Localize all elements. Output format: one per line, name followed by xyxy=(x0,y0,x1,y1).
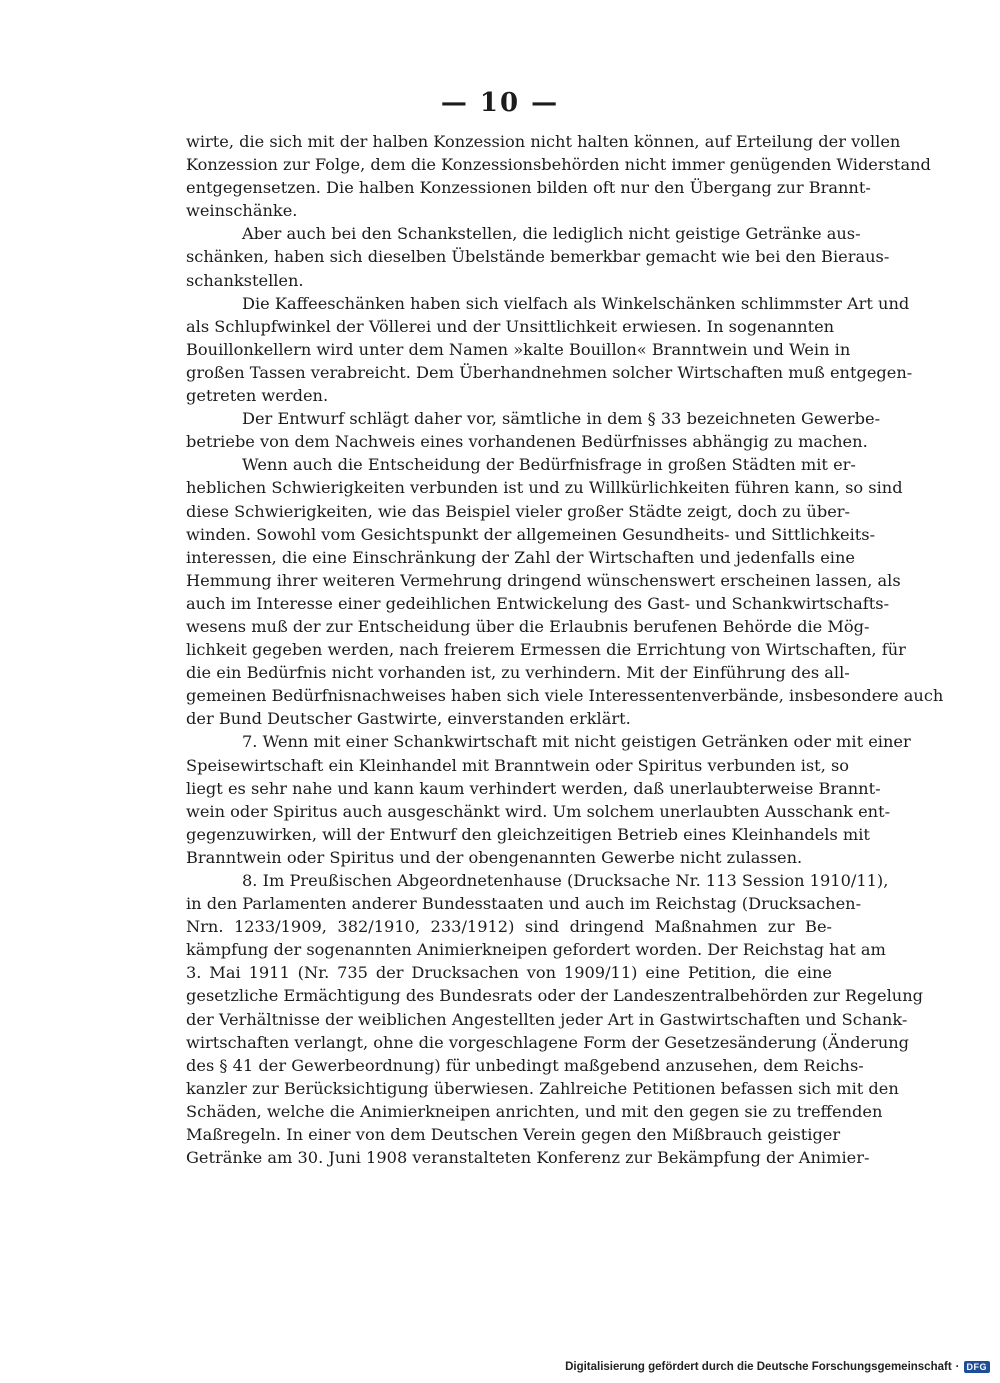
text-line: gegenzuwirken, will der Entwurf den gleichzeitigen Betrieb eines Kleinhandels mit xyxy=(186,824,870,844)
text-line: Die Kaffeeschänken haben sich vielfach als Winkelschänken schlimmster Art und xyxy=(242,293,910,313)
text-line: Speisewirtschaft ein Kleinhandel mit Branntwein oder Spiritus verbunden ist, so xyxy=(186,755,850,775)
text-line: der Bund Deutscher Gastwirte, einverstanden erklärt. xyxy=(186,709,631,729)
text-line: die ein Bedürfnis nicht vorhanden ist, zu verhindern. Mit der Einführung des all- xyxy=(186,663,850,683)
text-line: Der Entwurf schlägt daher vor, sämtliche in dem § 33 bezeichneten Gewerbe- xyxy=(242,409,881,429)
body-text xyxy=(186,130,944,1169)
text-line: Branntwein oder Spiritus und der obengenannten Gewerbe nicht zulassen. xyxy=(186,847,803,867)
text-line: diese Schwierigkeiten, wie das Beispiel vieler großer Städte zeigt, doch zu über- xyxy=(186,501,850,521)
text-line: in den Parlamenten anderer Bundesstaaten und auch im Reichstag (Drucksachen- xyxy=(186,894,862,914)
text-line: betriebe von dem Nachweis eines vorhandenen Bedürfnisses abhängig zu machen. xyxy=(186,432,868,452)
page-number: — 10 — xyxy=(440,88,560,118)
text-line: wirtschaften verlangt, ohne die vorgeschlagene Form der Gesetzesänderung (Änderung xyxy=(186,1032,910,1052)
footer-text: Digitalisierung gefördert durch die Deutsche Forschungsgemeinschaft xyxy=(565,1361,952,1373)
text-line: Schäden, welche die Animierkneipen anrichten, und mit den gegen sie zu treffenden xyxy=(186,1101,883,1121)
text-line: getreten werden. xyxy=(186,386,329,406)
text-line: auch im Interesse einer gedeihlichen Entwickelung des Gast- und Schankwirtschafts- xyxy=(186,593,890,613)
text-line: liegt es sehr nahe und kann kaum verhindert werden, daß unerlaubterweise Brannt- xyxy=(186,778,881,798)
text-line: Bouillonkellern wird unter dem Namen »kalte Bouillon« Branntwein und Wein in xyxy=(186,339,851,359)
text-line: winden. Sowohl vom Gesichtspunkt der allgemeinen Gesundheits- und Sittlichkeits- xyxy=(186,524,876,544)
footer-separator: · xyxy=(955,1361,960,1373)
text-line: gemeinen Bedürfnisnachweises haben sich viele Interessentenverbände, insbesondere auch xyxy=(186,686,944,706)
text-line: heblichen Schwierigkeiten verbunden ist und zu Willkürlichkeiten führen kann, so sind xyxy=(186,478,903,498)
text-line: 7. Wenn mit einer Schankwirtschaft mit nicht geistigen Getränken oder mit einer xyxy=(242,732,911,752)
text-line: großen Tassen verabreicht. Dem Überhandnehmen solcher Wirtschaften muß entgegen- xyxy=(186,362,913,382)
text-line: wesens muß der zur Entscheidung über die Erlaubnis berufenen Behörde die Mög- xyxy=(186,616,870,636)
text-line: 8. Im Preußischen Abgeordnetenhause (Drucksache Nr. 113 Session 1910/11), xyxy=(242,871,889,890)
text-line: Aber auch bei den Schankstellen, die lediglich nicht geistige Getränke aus- xyxy=(242,224,861,244)
text-line: des § 41 der Gewerbeordnung) für unbedingt maßgebend anzusehen, dem Reichs- xyxy=(186,1055,864,1075)
text-line: Nrn. 1233/1909, 382/1910, 233/1912) sind dringend Maßnahmen zur Be- xyxy=(186,917,832,937)
text-line: als Schlupfwinkel der Völlerei und der Unsittlichkeit erwiesen. In sogenannten xyxy=(186,316,835,336)
text-line: Maßregeln. In einer von dem Deutschen Verein gegen den Mißbrauch geistiger xyxy=(186,1125,841,1145)
text-line: weinschänke. xyxy=(186,201,298,221)
text-line: wein oder Spiritus auch ausgeschänkt wird. Um solchem unerlaubten Ausschank ent- xyxy=(186,801,891,821)
text-line: gesetzliche Ermächtigung des Bundesrats oder der Landeszentralbehörden zur Regelung xyxy=(186,986,923,1006)
text-line: Konzession zur Folge, dem die Konzessionsbehörden nicht immer genügenden Widerstand xyxy=(186,155,931,175)
text-line: Wenn auch die Entscheidung der Bedürfnisfrage in großen Städten mit er- xyxy=(242,455,856,475)
text-line: Hemmung ihrer weiteren Vermehrung dringend wünschenswert erscheinen lassen, als xyxy=(186,570,901,590)
text-line: entgegensetzen. Die halben Konzessionen bilden oft nur den Übergang zur Brannt- xyxy=(186,178,871,198)
text-line: interessen, die eine Einschränkung der Zahl der Wirtschaften und jedenfalls eine xyxy=(186,547,855,567)
text-line: 3. Mai 1911 (Nr. 735 der Drucksachen von 1909/11) eine Petition, die eine xyxy=(186,963,832,983)
footer-credit xyxy=(565,1361,990,1373)
text-line: schankstellen. xyxy=(186,270,304,290)
text-line: der Verhältnisse der weiblichen Angestellten jeder Art in Gastwirtschaften und Schank- xyxy=(186,1009,908,1029)
text-line: wirte, die sich mit der halben Konzession nicht halten können, auf Erteilung der vollen xyxy=(186,132,901,151)
text-line: schänken, haben sich dieselben Übelstände bemerkbar gemacht wie bei den Bieraus- xyxy=(186,247,890,267)
text-line: kämpfung der sogenannten Animierkneipen gefordert worden. Der Reichstag hat am xyxy=(186,940,886,960)
text-line: lichkeit gegeben werden, nach freierem Ermessen die Errichtung von Wirtschaften, für xyxy=(186,640,906,660)
text-line: kanzler zur Berücksichtigung überwiesen. Zahlreiche Petitionen befassen sich mit den xyxy=(186,1078,899,1098)
text-line: Getränke am 30. Juni 1908 veranstalteten Konferenz zur Bekämpfung der Animier- xyxy=(186,1148,870,1168)
dfg-logo-icon: DFG xyxy=(964,1361,991,1373)
